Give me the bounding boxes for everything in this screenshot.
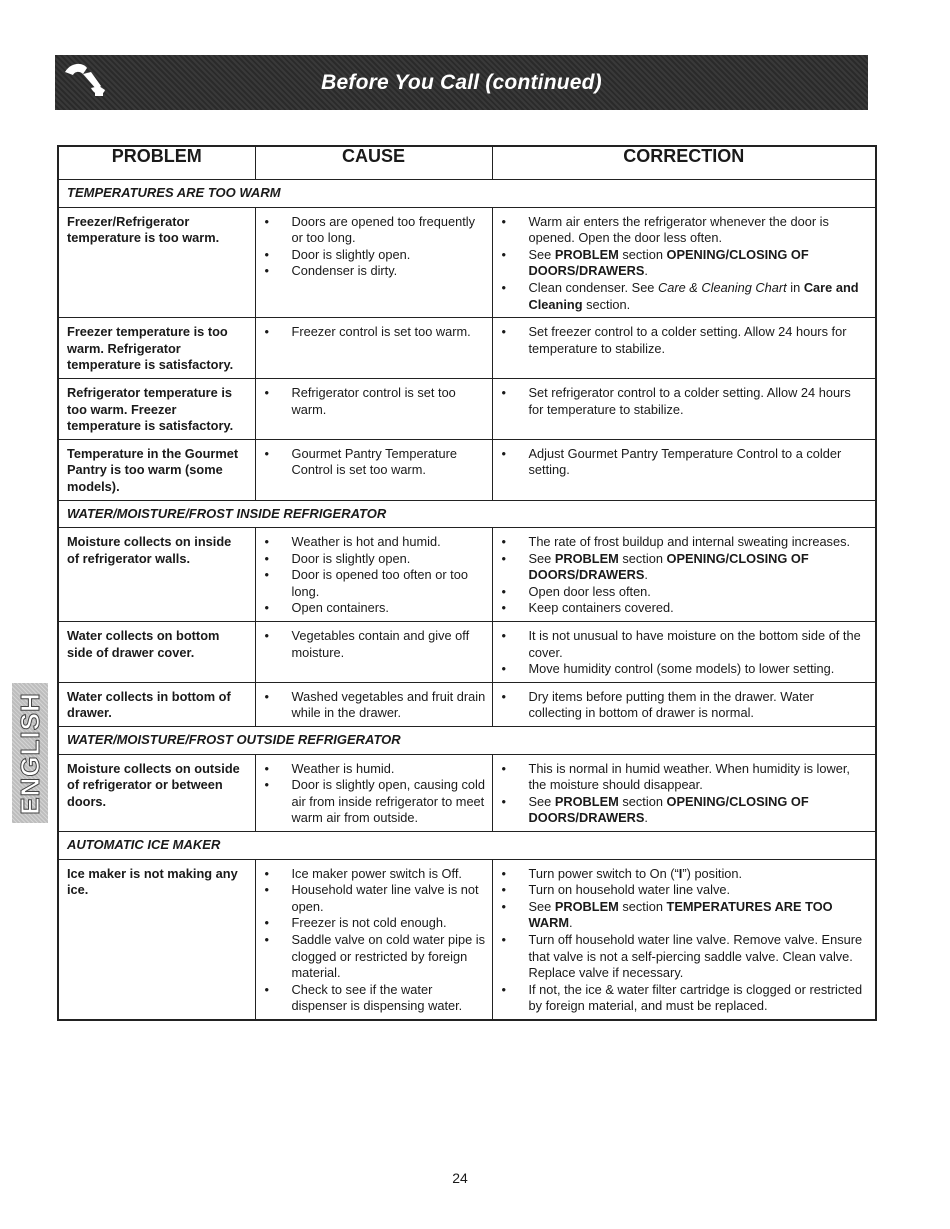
cause-item: • Door is opened too often or too long. xyxy=(256,567,486,600)
table-row xyxy=(58,754,876,831)
table-row xyxy=(58,378,876,439)
column-header-problem: PROBLEM xyxy=(58,146,255,180)
section-title: WATER/MOISTURE/FROST OUTSIDE REFRIGERATOR xyxy=(58,727,876,755)
correction-text: OPENING/CLOSING OF DOORS/DRAWERS xyxy=(528,793,809,826)
cause-item: • Open containers. xyxy=(256,600,486,617)
correction-text: If not, the ice & water filter cartridge is clogged or restricted by foreign material, and must be replaced. xyxy=(528,981,863,1014)
correction-text: . xyxy=(644,810,648,826)
correction-list xyxy=(493,446,870,479)
correction-text: PROBLEM xyxy=(554,246,619,262)
correction-text: . xyxy=(569,915,573,931)
table-row xyxy=(58,528,876,622)
correction-list xyxy=(493,214,870,314)
correction-text: TEMPERATURES ARE TOO WARM xyxy=(528,898,833,931)
correction-text: Care & Cleaning Chart xyxy=(657,279,787,295)
correction-text: Dry items before putting them in the drawer. Water collecting in bottom of drawer is normal. xyxy=(528,688,814,721)
correction-text: section xyxy=(618,246,667,262)
correction-text: section xyxy=(618,898,667,914)
correction-text: OPENING/CLOSING OF DOORS/DRAWERS xyxy=(528,246,809,279)
cause-item: • Household water line valve is not open. xyxy=(256,882,486,915)
column-header-correction: CORRECTION xyxy=(492,146,876,180)
cause-item: • Weather is hot and humid. xyxy=(256,534,486,551)
correction-item xyxy=(493,600,870,617)
correction-item xyxy=(493,247,870,280)
correction-text: PROBLEM xyxy=(554,793,619,809)
cause-item: • Saddle valve on cold water pipe is clogged or restricted by foreign material. xyxy=(256,932,486,982)
correction-list xyxy=(493,761,870,827)
cause-item: • Condenser is dirty. xyxy=(256,263,486,280)
correction-text: Set refrigerator control to a colder setting. Allow 24 hours for temperature to stabilize. xyxy=(528,384,851,417)
correction-item xyxy=(493,932,870,982)
column-header-cause: CAUSE xyxy=(255,146,492,180)
correction-item xyxy=(493,534,870,551)
page-title: Before You Call (continued) xyxy=(321,70,602,94)
problem-cell: Moisture collects on inside of refrigerator walls. xyxy=(58,528,255,622)
section-title: AUTOMATIC ICE MAKER xyxy=(58,832,876,860)
correction-text: PROBLEM xyxy=(554,898,619,914)
correction-cell xyxy=(492,622,876,683)
correction-list xyxy=(493,324,870,357)
cause-item: • Door is slightly open. xyxy=(256,551,486,568)
cause-cell xyxy=(255,682,492,726)
cause-cell xyxy=(255,439,492,500)
problem-cell: Water collects on bottom side of drawer cover. xyxy=(58,622,255,683)
correction-item xyxy=(493,982,870,1015)
correction-list xyxy=(493,628,870,678)
cause-item: • Freezer control is set too warm. xyxy=(256,324,486,341)
cause-cell xyxy=(255,318,492,379)
cause-cell xyxy=(255,207,492,318)
correction-text: OPENING/CLOSING OF DOORS/DRAWERS xyxy=(528,550,809,583)
correction-text: ”) position. xyxy=(682,865,743,881)
correction-item xyxy=(493,324,870,357)
correction-text: Clean condenser. See xyxy=(528,279,658,295)
table-row xyxy=(58,859,876,1020)
section-title: WATER/MOISTURE/FROST INSIDE REFRIGERATOR xyxy=(58,500,876,528)
cause-cell xyxy=(255,622,492,683)
correction-text: Move humidity control (some models) to lower setting. xyxy=(528,661,835,677)
correction-item xyxy=(493,661,870,678)
correction-item xyxy=(493,584,870,601)
correction-list xyxy=(493,385,870,418)
problem-cell: Moisture collects on outside of refrigerator or between doors. xyxy=(58,754,255,831)
correction-cell xyxy=(492,439,876,500)
cause-item: • Washed vegetables and fruit drain while in the drawer. xyxy=(256,689,486,722)
correction-cell xyxy=(492,378,876,439)
cause-item: • Ice maker power switch is Off. xyxy=(256,866,486,883)
section-row xyxy=(58,180,876,208)
correction-item xyxy=(493,385,870,418)
problem-cell: Refrigerator temperature is too warm. Freezer temperature is satisfactory. xyxy=(58,378,255,439)
table-row xyxy=(58,682,876,726)
table-row xyxy=(58,318,876,379)
correction-text: Care and Cleaning xyxy=(528,279,859,312)
cause-item: • Doors are opened too frequently or too long. xyxy=(256,214,486,247)
correction-cell xyxy=(492,754,876,831)
cause-item: • Vegetables contain and give off moisture. xyxy=(256,628,486,661)
phone-icon xyxy=(61,60,109,100)
cause-item: • Gourmet Pantry Temperature Control is set too warm. xyxy=(256,446,486,479)
correction-item xyxy=(493,882,870,899)
cause-item: • Door is slightly open. xyxy=(256,247,486,264)
correction-text: PROBLEM xyxy=(554,550,619,566)
correction-text: See xyxy=(528,898,555,914)
problem-cell: Freezer/Refrigerator temperature is too warm. xyxy=(58,207,255,318)
correction-item xyxy=(493,214,870,247)
table-row xyxy=(58,207,876,318)
correction-text: Turn off household water line valve. Remove valve. Ensure that valve is not a self-piercing saddle valve. Clean valve. Replace valve if necessary. xyxy=(528,931,863,981)
correction-text: . xyxy=(644,567,648,583)
cause-item: • Freezer is not cold enough. xyxy=(256,915,486,932)
problem-cell: Freezer temperature is too warm. Refrigerator temperature is satisfactory. xyxy=(58,318,255,379)
correction-item xyxy=(493,689,870,722)
cause-item: • Door is slightly open, causing cold air from inside refrigerator to meet warm air from outside. xyxy=(256,777,486,827)
language-tab xyxy=(12,683,48,823)
correction-text: Keep containers covered. xyxy=(528,600,674,616)
cause-list xyxy=(256,446,486,479)
correction-item xyxy=(493,899,870,932)
correction-text: in xyxy=(786,279,804,295)
correction-cell xyxy=(492,207,876,318)
correction-text: This is normal in humid weather. When humidity is lower, the moisture should disappear. xyxy=(528,760,850,793)
cause-item: • Refrigerator control is set too warm. xyxy=(256,385,486,418)
correction-text: See xyxy=(528,246,555,262)
cause-list xyxy=(256,689,486,722)
correction-item xyxy=(493,446,870,479)
correction-text: Adjust Gourmet Pantry Temperature Control to a colder setting. xyxy=(528,445,842,478)
correction-cell xyxy=(492,859,876,1020)
section-row xyxy=(58,832,876,860)
cause-list xyxy=(256,761,486,827)
correction-text: See xyxy=(528,793,555,809)
correction-text: Warm air enters the refrigerator whenever the door is opened. Open the door less often. xyxy=(528,213,829,246)
cause-item: • Weather is humid. xyxy=(256,761,486,778)
cause-list xyxy=(256,214,486,280)
correction-text: Turn power switch to On (“ xyxy=(528,865,679,881)
correction-item xyxy=(493,794,870,827)
correction-list xyxy=(493,689,870,722)
cause-list xyxy=(256,866,486,1015)
correction-text: Set freezer control to a colder setting. Allow 24 hours for temperature to stabilize. xyxy=(528,324,847,356)
correction-cell xyxy=(492,682,876,726)
table-row xyxy=(58,439,876,500)
table-body xyxy=(58,180,876,1020)
problem-cell: Temperature in the Gourmet Pantry is too warm (some models). xyxy=(58,439,255,500)
correction-cell xyxy=(492,318,876,379)
correction-text: Turn on household water line valve. xyxy=(528,882,731,898)
problem-cell: Water collects in bottom of drawer. xyxy=(58,682,255,726)
page-header-banner xyxy=(55,55,868,110)
correction-item xyxy=(493,628,870,661)
correction-item xyxy=(493,280,870,313)
table-row xyxy=(58,622,876,683)
cause-cell xyxy=(255,859,492,1020)
language-tab-label: ENGLISH xyxy=(14,691,45,815)
correction-text: It is not unusual to have moisture on the bottom side of the cover. xyxy=(528,628,861,660)
page-number: 24 xyxy=(452,1170,468,1186)
correction-item xyxy=(493,551,870,584)
section-title: TEMPERATURES ARE TOO WARM xyxy=(58,180,876,208)
cause-item: • Check to see if the water dispenser is dispensing water. xyxy=(256,982,486,1015)
correction-text: . xyxy=(644,263,648,279)
correction-list xyxy=(493,866,870,1015)
cause-cell xyxy=(255,528,492,622)
correction-item xyxy=(493,761,870,794)
correction-text: The rate of frost buildup and internal sweating increases. xyxy=(528,534,851,550)
correction-text: Open door less often. xyxy=(528,583,651,599)
problem-cell: Ice maker is not making any ice. xyxy=(58,859,255,1020)
cause-cell xyxy=(255,754,492,831)
correction-text: section xyxy=(618,793,667,809)
correction-text: section xyxy=(618,550,667,566)
section-row xyxy=(58,500,876,528)
cause-cell xyxy=(255,378,492,439)
correction-cell xyxy=(492,528,876,622)
correction-text: section. xyxy=(582,296,631,312)
cause-list xyxy=(256,385,486,418)
cause-list xyxy=(256,534,486,617)
section-row xyxy=(58,727,876,755)
cause-list xyxy=(256,628,486,661)
correction-text: See xyxy=(528,550,555,566)
troubleshooting-table xyxy=(57,145,877,1021)
correction-text: I xyxy=(678,865,683,881)
correction-list xyxy=(493,534,870,617)
table-header-row xyxy=(58,146,876,180)
correction-item xyxy=(493,866,870,883)
cause-list xyxy=(256,324,486,341)
